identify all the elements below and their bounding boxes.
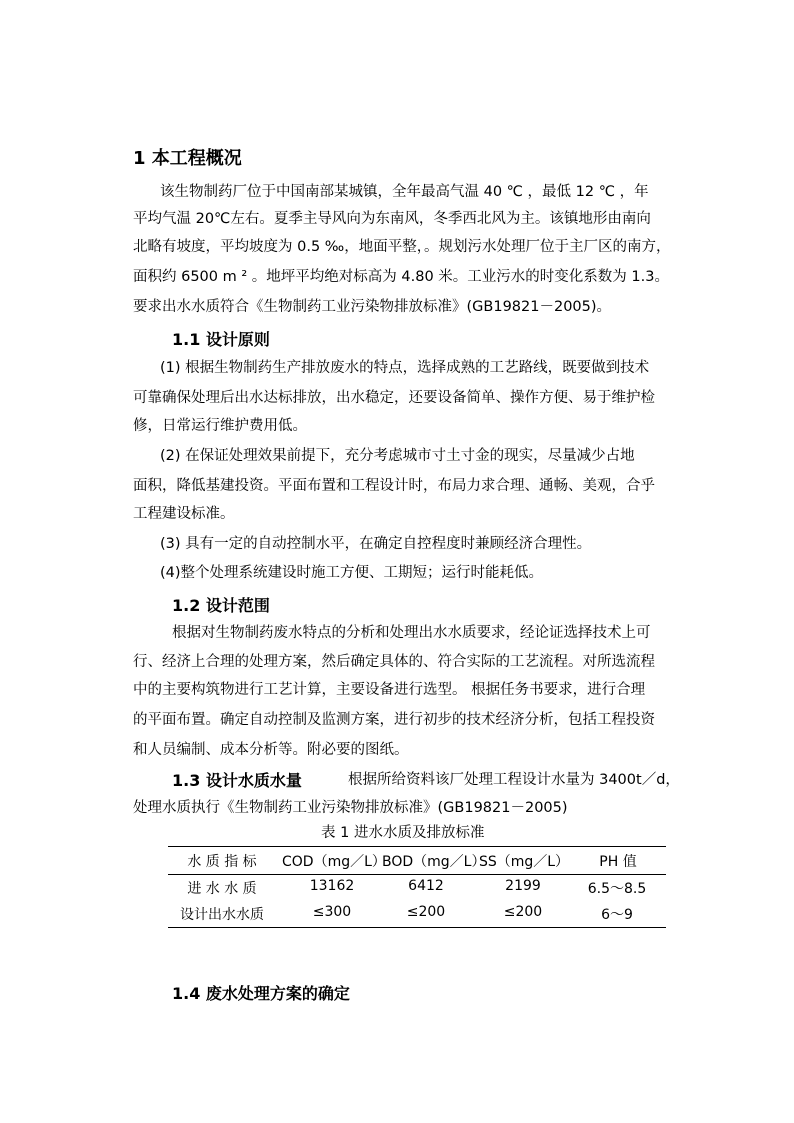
- table-header-rule: [168, 874, 666, 875]
- paragraph-line: 可靠确保处理后出水达标排放，出水稳定，还要设备简单、操作方便、易于维护检: [133, 390, 655, 406]
- table-cell: 进 水 水 质: [187, 881, 257, 897]
- paragraph-line: 平均气温 20℃左右。夏季主导风向为东南风，冬季西北风为主。该镇地形由南向: [133, 211, 651, 227]
- section-heading-1-2: 1.2 设计范围: [172, 596, 270, 615]
- section-heading-1: 1 本工程概况: [133, 148, 242, 169]
- paragraph-line: 北略有坡度，平均坡度为 0.5 ‰，地面平整，。规划污水处理厂位于主厂区的南方，: [133, 239, 671, 255]
- table-cell: ≤300: [312, 904, 352, 920]
- table-top-rule: [168, 846, 666, 847]
- table-cell: 6.5～8.5: [587, 881, 647, 897]
- paragraph-line: 该生物制药厂位于中国南部某城镇，全年最高气温 40 ℃ ，最低 12 ℃ ，年: [160, 184, 649, 200]
- paragraph-line: 要求出水水质符合《生物制药工业污染物排放标准》(GB19821－2005)。: [133, 299, 612, 315]
- table-header-cell: BOD（mg／L）: [382, 854, 486, 870]
- paragraph-line: 的平面布置。确定自动控制及监测方案，进行初步的技术经济分析，包括工程投资: [133, 712, 655, 728]
- paragraph-line: (3) 具有一定的自动控制水平，在确定自控程度时兼顾经济合理性。: [160, 536, 592, 552]
- table-header-cell: PH 值: [599, 854, 637, 870]
- table-cell: 2199: [505, 878, 541, 894]
- paragraph-line: 行、经济上合理的处理方案，然后确定具体的、符合实际的工艺流程。对所选流程: [133, 654, 655, 670]
- table-caption: 表 1 进水水质及排放标准: [321, 825, 485, 841]
- table-cell: ≤200: [503, 904, 543, 920]
- section-heading-1-1: 1.1 设计原则: [172, 330, 270, 349]
- paragraph-line: 面积约 6500 m ² 。地坪平均绝对标高为 4.80 米。工业污水的时变化系数为 1.3。: [133, 269, 669, 285]
- paragraph-line: 根据所给资料该厂处理工程设计水量为 3400t／d，: [348, 772, 680, 788]
- paragraph-line: (4)整个处理系统建设时施工方便、工期短；运行时能耗低。: [160, 565, 544, 581]
- table-bottom-rule: [168, 927, 666, 928]
- table-header-cell: COD（mg／L）: [282, 854, 386, 870]
- paragraph-line: 处理水质执行《生物制药工业污染物排放标准》(GB19821－2005): [133, 800, 568, 816]
- table-header-cell: 水 质 指 标: [187, 854, 257, 870]
- paragraph-line: (1) 根据生物制药生产排放废水的特点，选择成熟的工艺路线，既要做到技术: [160, 360, 650, 376]
- section-heading-1-4: 1.4 废水处理方案的确定: [172, 984, 350, 1003]
- table-cell: 6～9: [601, 907, 633, 923]
- table-cell: 设计出水水质: [180, 907, 264, 923]
- table-cell: 6412: [408, 878, 444, 894]
- paragraph-line: 和人员编制、成本分析等。附必要的图纸。: [133, 742, 409, 758]
- section-heading-1-3: 1.3 设计水质水量: [172, 771, 302, 790]
- paragraph-line: 中的主要构筑物进行工艺计算，主要设备进行选型。 根据任务书要求，进行合理: [133, 682, 646, 698]
- paragraph-line: 面积，降低基建投资。平面布置和工程设计时，布局力求合理、通畅、美观，合乎: [133, 478, 655, 494]
- paragraph-line: (2) 在保证处理效果前提下，充分考虑城市寸土寸金的现实，尽量减少占地: [160, 448, 635, 464]
- table-cell: ≤200: [406, 904, 446, 920]
- paragraph-line: 根据对生物制药废水特点的分析和处理出水水质要求，经论证选择技术上可: [172, 625, 651, 641]
- table-header-cell: SS（mg／L）: [478, 854, 570, 870]
- paragraph-line: 工程建设标准。: [133, 506, 235, 522]
- table-cell: 13162: [309, 878, 355, 894]
- paragraph-line: 修，日常运行维护费用低。: [133, 418, 307, 434]
